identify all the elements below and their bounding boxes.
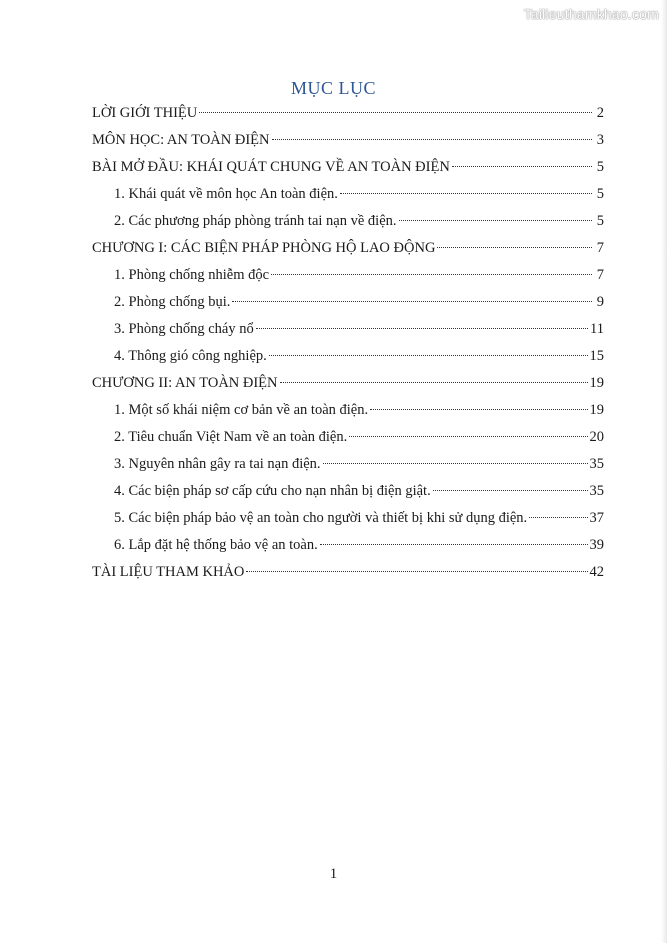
toc-entry-page: 42 [589, 564, 604, 580]
toc-entry[interactable] [92, 424, 604, 451]
toc-entry[interactable] [92, 343, 604, 370]
toc-entry-page: 11 [590, 321, 604, 337]
toc-entry[interactable] [92, 208, 604, 235]
toc-entry-text: 4. Các biện pháp sơ cấp cứu cho nạn nhân bị điện giật. [114, 483, 431, 499]
toc-entry[interactable] [92, 235, 604, 262]
toc-entry[interactable] [92, 262, 604, 289]
toc-entry-page: 2 [596, 105, 604, 121]
toc-entry-page: 7 [596, 267, 604, 283]
toc-entry-text: 2. Tiêu chuẩn Việt Nam về an toàn điện. [114, 429, 348, 445]
toc-entry-text: BÀI MỞ ĐẦU: KHÁI QUÁT CHUNG VỀ AN TOÀN ĐIỆN [92, 159, 450, 175]
toc-entry-page: 35 [589, 483, 604, 499]
toc-entry[interactable] [92, 397, 604, 424]
page-number: 1 [329, 866, 338, 882]
toc-entry-page: 19 [589, 375, 604, 391]
toc-entry-text: TÀI LIỆU THAM KHẢO [92, 564, 245, 580]
toc-entry-text: CHƯƠNG I: CÁC BIỆN PHÁP PHÒNG HỘ LAO ĐỘNG [92, 240, 436, 256]
dot-leader [349, 436, 587, 437]
toc-entry[interactable] [92, 181, 604, 208]
toc-entry[interactable] [92, 505, 604, 532]
dot-leader [199, 112, 592, 113]
toc-entry-page: 39 [589, 537, 604, 553]
toc-entry[interactable] [92, 478, 604, 505]
dot-leader [271, 274, 592, 275]
toc-entry-text: 1. Một số khái niệm cơ bản về an toàn điện. [114, 402, 369, 418]
watermark: Tailieuthamkhao.com [523, 6, 659, 22]
table-of-contents [92, 100, 604, 586]
toc-entry[interactable] [92, 100, 604, 127]
toc-entry-text: 3. Phòng chống cháy nổ [114, 321, 254, 337]
toc-entry-page: 5 [596, 213, 604, 229]
toc-entry-page: 7 [596, 240, 604, 256]
toc-entry[interactable] [92, 451, 604, 478]
dot-leader [452, 166, 592, 167]
dot-leader [232, 301, 592, 302]
toc-entry-text: 1. Phòng chống nhiễm độc [114, 267, 270, 283]
dot-leader [340, 193, 592, 194]
toc-entry-text: 2. Phòng chống bụi. [114, 294, 231, 310]
dot-leader [399, 220, 592, 221]
dot-leader [269, 355, 588, 356]
toc-entry-page: 35 [589, 456, 604, 472]
dot-leader [280, 382, 588, 383]
dot-leader [323, 463, 588, 464]
toc-entry[interactable] [92, 559, 604, 586]
dot-leader [529, 517, 587, 518]
toc-entry-text: 6. Lắp đặt hệ thống bảo vệ an toàn. [114, 537, 318, 553]
toc-entry-page: 5 [596, 159, 604, 175]
dot-leader [433, 490, 588, 491]
dot-leader [370, 409, 587, 410]
toc-entry-page: 15 [589, 348, 604, 364]
toc-entry-text: LỜI GIỚI THIỆU [92, 105, 198, 121]
toc-entry-text: 3. Nguyên nhân gây ra tai nạn điện. [114, 456, 321, 472]
toc-entry-text: 1. Khái quát về môn học An toàn điện. [114, 186, 338, 202]
toc-entry[interactable] [92, 289, 604, 316]
toc-entry[interactable] [92, 370, 604, 397]
page-edge [661, 0, 667, 943]
dot-leader [246, 571, 587, 572]
toc-entry-page: 3 [596, 132, 604, 148]
toc-entry-page: 37 [589, 510, 604, 526]
toc-entry-text: 2. Các phương pháp phòng tránh tai nạn về điện. [114, 213, 397, 229]
dot-leader [256, 328, 588, 329]
toc-entry-text: MÔN HỌC: AN TOÀN ĐIỆN [92, 132, 270, 148]
toc-entry[interactable] [92, 127, 604, 154]
dot-leader [272, 139, 593, 140]
toc-entry-text: CHƯƠNG II: AN TOÀN ĐIỆN [92, 375, 278, 391]
toc-entry[interactable] [92, 316, 604, 343]
toc-entry-page: 19 [589, 402, 604, 418]
dot-leader [437, 247, 592, 248]
toc-entry[interactable] [92, 154, 604, 181]
toc-entry-text: 5. Các biện pháp bảo vệ an toàn cho người và thiết bị khi sử dụng điện. [114, 510, 528, 526]
toc-entry-page: 9 [596, 294, 604, 310]
toc-title: MỤC LỤC [290, 78, 376, 98]
toc-entry-text: 4. Thông gió công nghiệp. [114, 348, 267, 364]
toc-entry-page: 20 [589, 429, 604, 445]
toc-entry[interactable] [92, 532, 604, 559]
toc-entry-page: 5 [596, 186, 604, 202]
dot-leader [320, 544, 588, 545]
